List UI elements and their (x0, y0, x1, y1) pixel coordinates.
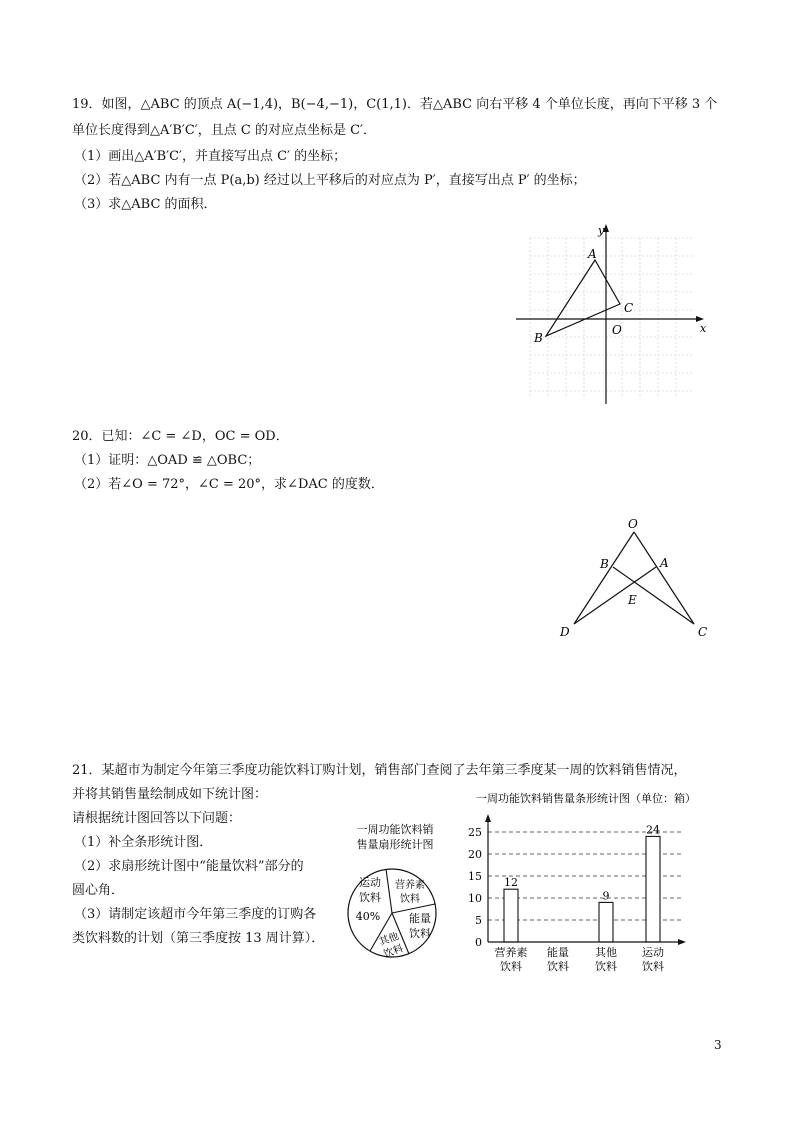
segment-bc (613, 567, 694, 624)
pie-label-energy-2: 饮料 (409, 927, 431, 940)
q21-sub1: （1）补全条形统计图． (74, 835, 213, 850)
q20-sub1: （1）证明：△OAD ≌ △OBC； (74, 453, 261, 468)
point-b-label-20: B (600, 557, 609, 571)
point-a-label-20: A (660, 556, 669, 570)
q21-line3: 请根据统计图回答以下问题： (72, 811, 242, 826)
q19-sub3: （3）求△ABC 的面积． (74, 197, 217, 212)
page-number: 3 (714, 1038, 722, 1052)
point-a-label: A (588, 247, 597, 261)
y-axis-label: y (598, 224, 605, 237)
point-b-label: B (534, 331, 543, 345)
q21-pie-figure (340, 820, 450, 970)
point-o-label: O (628, 517, 638, 531)
x-category-label-4-1: 运动 (642, 946, 664, 959)
q21-sub2a: （2）求扇形统计图中“能量饮料”部分的 (74, 859, 304, 874)
pie-label-other-2: 饮料 (382, 943, 405, 961)
x-category-label-3-2: 饮料 (595, 960, 617, 973)
q19-sub2: （2）若△ABC 内有一点 P(a,b) 经过以上平移后的对应点为 P′，直接写出点 P′ 的坐标； (74, 173, 586, 188)
x-category-label-4-2: 饮料 (642, 960, 664, 973)
y-tick-label-5: 5 (475, 914, 482, 927)
pie-percent-label: 40% (355, 910, 381, 923)
bar-value-label-1: 12 (504, 876, 518, 890)
pie-label-energy-1: 能量 (409, 912, 431, 925)
q21-sub3b: 类饮料数的计划（第三季度按 13 周计算）． (72, 931, 325, 946)
bar-x-axis-arrow (678, 939, 686, 945)
bar-3 (599, 902, 613, 942)
bar-value-label-4: 24 (646, 823, 660, 837)
x-axis-label: x (700, 322, 707, 335)
x-category-label-3-1: 其他 (595, 946, 617, 959)
side-oc (634, 532, 694, 624)
y-tick-label-15: 15 (468, 870, 482, 883)
bar-y-axis-arrow (485, 814, 491, 822)
bar-4 (646, 836, 660, 942)
x-category-label-1-1: 营养素 (494, 946, 528, 959)
q20-line1: 20．已知：∠C = ∠D，OC = OD． (72, 429, 289, 444)
q21-line1: 21．某超市为制定今年第三季度功能饮料订购计划，销售部门查阅了去年第三季度某一周的饮料销售情况， (72, 763, 687, 778)
grid (530, 238, 692, 398)
x-category-label-1-2: 饮料 (500, 960, 522, 973)
bar-value-label-3: 9 (602, 889, 610, 903)
point-d-label: D (560, 625, 570, 639)
q20-triangle-figure (552, 512, 722, 646)
pie-label-nutrition-1: 营养素 (395, 880, 425, 891)
q21-sub3a: （3）请制定该超市今年第三季度的订购各 (74, 907, 317, 922)
chart-title: 一周功能饮料销售量条形统计图（单位：箱） (476, 792, 696, 805)
pie-label-nutrition-2: 饮料 (400, 894, 420, 905)
x-category-label-2-1: 能量 (547, 946, 569, 959)
pie-title-line1: 一周功能饮料销 (356, 823, 434, 836)
pie-title-line2: 售量扇形统计图 (356, 838, 434, 851)
origin-label: O (612, 323, 622, 337)
pie-label-sport-1: 运动 (359, 876, 381, 889)
point-c-label-20: C (698, 625, 708, 639)
x-category-label-2-2: 饮料 (547, 960, 569, 973)
y-tick-label-10: 10 (468, 892, 482, 905)
q19-coordinate-figure (508, 218, 714, 410)
point-e-label: E (628, 593, 637, 607)
q19-line2: 单位长度得到△A′B′C′，且点 C 的对应点坐标是 C′． (72, 123, 376, 138)
q19-line1: 19．如图，△ABC 的顶点 A(−1,4)，B(−4,−1)，C(1,1)．若△ABC 向右平移 4 个单位长度，再向下平移 3 个 (72, 97, 718, 112)
q20-sub2: （2）若∠O = 72°，∠C = 20°，求∠DAC 的度数． (74, 477, 384, 492)
side-od (574, 532, 634, 624)
pie-divider-top (386, 869, 392, 913)
q21-line2: 并将其销售量绘制成如下统计图： (72, 787, 268, 802)
y-tick-label-20: 20 (468, 848, 482, 861)
y-tick-label-25: 25 (468, 826, 482, 839)
bar-1 (504, 889, 518, 942)
segment-ad (574, 567, 656, 624)
q21-sub2b: 圆心角． (72, 883, 125, 898)
pie-label-sport-2: 饮料 (359, 891, 381, 904)
y-tick-label-0: 0 (475, 936, 482, 949)
pie-label-other-1: 其他 (377, 931, 401, 949)
q21-bar-chart (456, 784, 728, 980)
q19-sub1: （1）画出△A′B′C′，并直接写出点 C′ 的坐标； (74, 149, 347, 164)
triangle-abc (546, 260, 620, 336)
point-c-label: C (624, 301, 634, 315)
